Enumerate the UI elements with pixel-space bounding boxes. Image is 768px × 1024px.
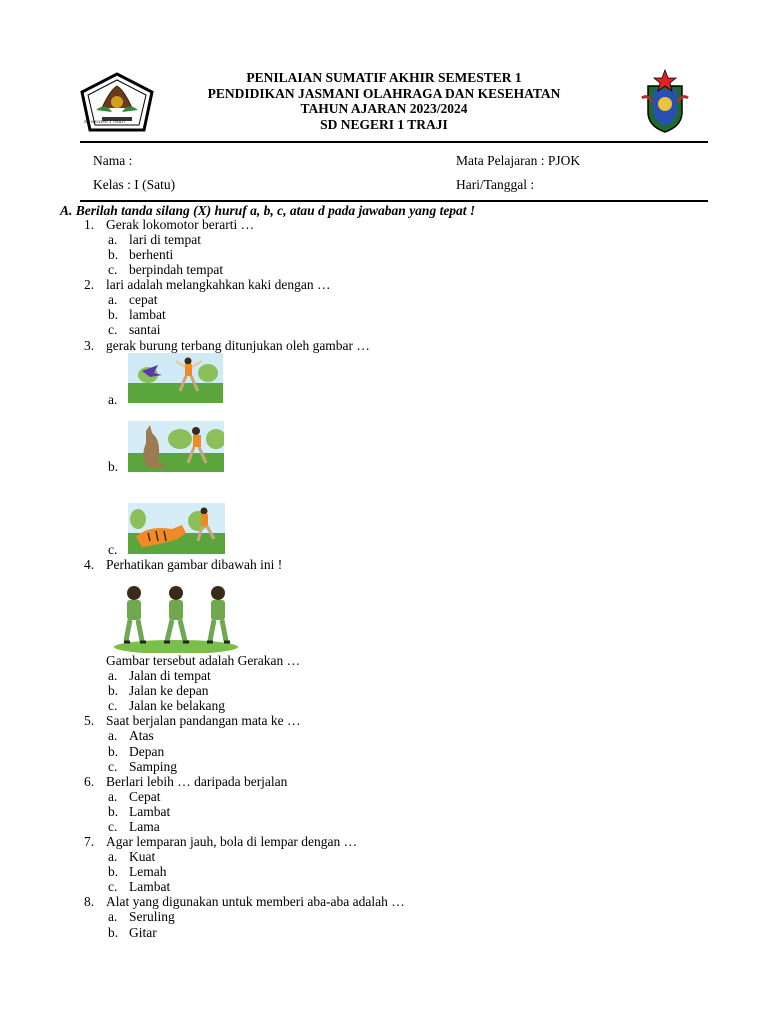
option-text: lari di tempat [129,232,201,247]
option-text: Gitar [129,925,157,940]
question-text: lari adalah melangkahkan kaki dengan … [106,277,331,292]
option-letter: c. [108,698,118,713]
question-number: 4. [84,557,95,572]
picture-tiger-running[interactable] [128,503,225,554]
option-text: Lambat [129,879,171,894]
option-text: Depan [129,744,165,759]
question-number: 2. [84,277,95,292]
mapel-field: Mata Pelajaran : PJOK [456,153,581,168]
question-text: gerak burung terbang ditunjukan oleh gambar … [106,338,370,353]
option-text: Cepat [129,789,161,804]
option-letter: a. [108,849,118,864]
option-letter: a. [108,728,118,743]
hari-field: Hari/Tanggal : [456,177,535,192]
option-text: cepat [129,292,158,307]
option-letter: b. [108,925,119,940]
option-letter: b. [108,804,119,819]
question-subtext-text: Gambar tersebut adalah Gerakan … [106,653,301,668]
option-letter: a. [108,392,118,407]
option-letter: b. [108,459,119,474]
picture-three-boys-walking [112,581,240,653]
nama-field: Nama : [93,153,133,168]
option-letter: b. [108,247,119,262]
option-text: Lemah [129,864,167,879]
option-text: berpindah tempat [129,262,224,277]
kelas-field: Kelas : I (Satu) [93,177,176,192]
question-text: Agar lemparan jauh, bola di lempar dengan … [106,834,358,849]
school-logo-text: SD NEGERI 1 TRAJI [84,119,125,124]
question-text: Gerak lokomotor berarti … [106,217,255,232]
header-title [140,70,628,132]
option-text: Jalan ke belakang [129,698,225,713]
section-a-instruction: A. Berilah tanda silang (X) huruf a, b, c, atau d pada jawaban yang tepat ! [60,203,476,218]
option-letter: c. [108,879,118,894]
option-text: santai [129,322,161,337]
option-letter: a. [108,909,118,924]
option-letter: c. [108,322,118,337]
option-text: Atas [129,728,154,743]
question-text: Saat berjalan pandangan mata ke … [106,713,301,728]
option-letter: b. [108,744,119,759]
option-text: Lama [129,819,160,834]
question-number: 5. [84,713,95,728]
option-text: Samping [129,759,178,774]
option-letter: a. [108,668,118,683]
picture-bird-running[interactable] [128,353,223,403]
option-text: berhenti [129,247,174,262]
question-text: Alat yang digunakan untuk memberi aba-aba adalah … [106,894,405,909]
option-letter: c. [108,759,118,774]
regency-emblem [640,68,690,134]
option-text: lambat [129,307,166,322]
question-number: 6. [84,774,95,789]
header-line-2: PENDIDIKAN JASMANI OLAHRAGA DAN KESEHATAN [207,85,561,101]
header-line-3: TAHUN AJARAN 2023/2024 [300,101,468,116]
option-letter: b. [108,864,119,879]
option-text: Jalan ke depan [129,683,209,698]
question-number: 1. [84,217,95,232]
option-letter: b. [108,307,119,322]
question-number: 3. [84,338,95,353]
option-letter: a. [108,789,118,804]
option-text: Jalan di tempat [129,668,211,683]
header-line-1: PENILAIAN SUMATIF AKHIR SEMESTER 1 [246,70,522,85]
option-letter: c. [108,262,118,277]
option-text: Seruling [129,909,175,924]
header-rule-top [80,141,708,143]
option-letter: c. [108,542,118,557]
header-line-4: SD NEGERI 1 TRAJI [320,116,448,132]
option-letter: a. [108,232,118,247]
question-number: 8. [84,894,95,909]
question-number: 7. [84,834,95,849]
question-text: Berlari lebih … daripada berjalan [106,774,288,789]
picture-kangaroo-jumping[interactable] [128,421,224,472]
option-letter: b. [108,683,119,698]
option-letter: a. [108,292,118,307]
option-letter: c. [108,819,118,834]
option-text: Lambat [129,804,171,819]
option-text: Kuat [129,849,156,864]
header-rule-bottom [80,200,708,202]
question-text: Perhatikan gambar dibawah ini ! [106,557,283,572]
